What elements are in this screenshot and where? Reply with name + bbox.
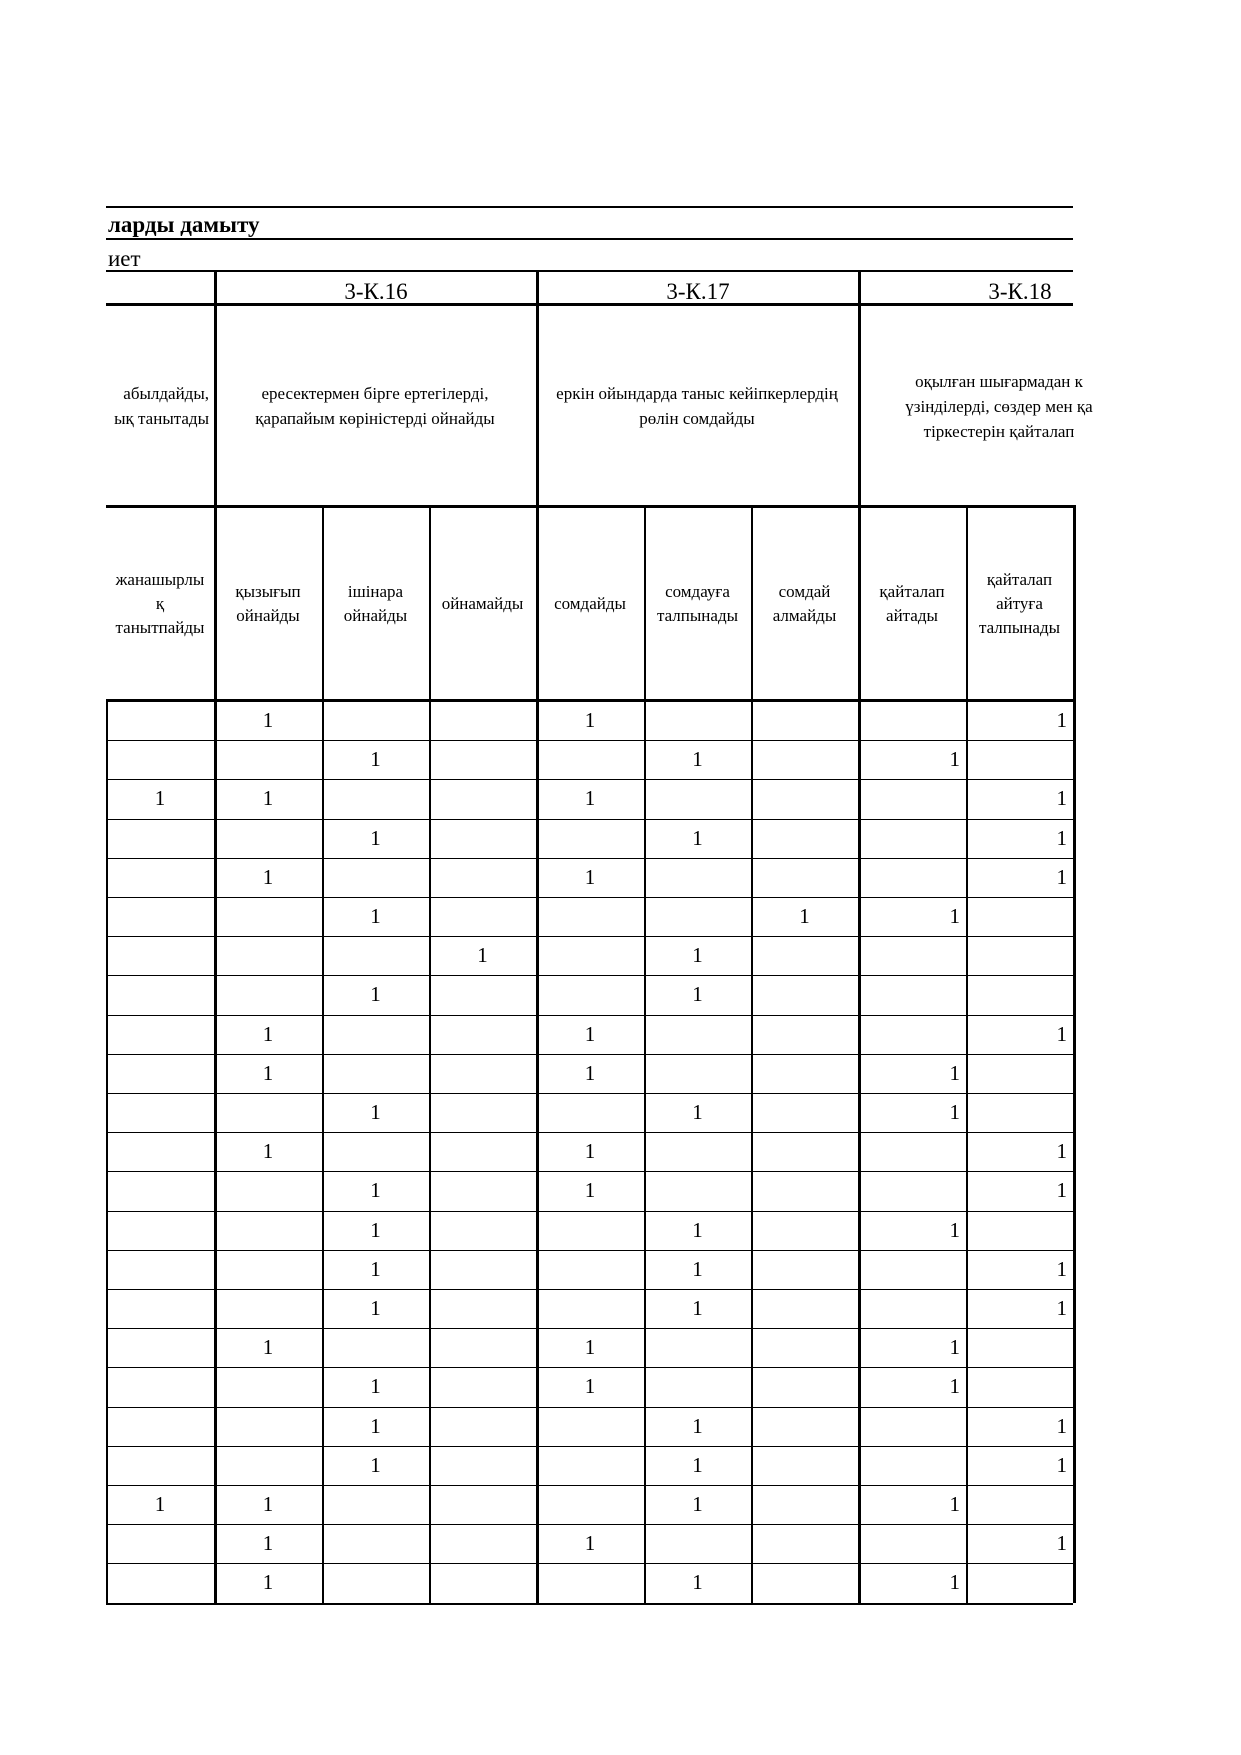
table-cell xyxy=(860,975,960,1014)
table-cell xyxy=(538,740,642,779)
table-cell xyxy=(646,779,749,818)
table-cell xyxy=(108,858,212,897)
table-cell xyxy=(860,1250,960,1289)
table-cell xyxy=(538,1407,642,1446)
table-cell xyxy=(431,1054,534,1093)
table-cell xyxy=(646,1328,749,1367)
table-cell: 1 xyxy=(692,943,703,968)
table-cell xyxy=(538,1563,642,1602)
table-cell: 1 xyxy=(584,1178,596,1203)
table-cell xyxy=(431,701,534,740)
table-cell xyxy=(968,740,1067,779)
table-cell: 1 xyxy=(1056,786,1067,811)
table-cell xyxy=(538,897,642,936)
table-cell: 1 xyxy=(262,1139,274,1164)
table-cell xyxy=(753,858,856,897)
grid-hline xyxy=(106,270,1073,272)
table-cell: 1 xyxy=(692,1256,703,1281)
level-label: сомдайды xyxy=(554,594,626,613)
table-cell xyxy=(860,936,960,975)
table-cell: 1 xyxy=(1056,1413,1067,1438)
table-cell xyxy=(431,1015,534,1054)
table-cell: 1 xyxy=(262,1060,274,1085)
table-cell xyxy=(753,1132,856,1171)
grid-hline xyxy=(106,1603,1073,1605)
table-cell xyxy=(968,1367,1067,1406)
table-cell xyxy=(216,936,320,975)
table-cell xyxy=(968,897,1067,936)
table-cell: 1 xyxy=(154,786,166,811)
table-cell: 1 xyxy=(370,982,381,1007)
table-cell xyxy=(108,701,212,740)
table-cell xyxy=(431,740,534,779)
table-cell xyxy=(108,1407,212,1446)
table-cell xyxy=(431,1328,534,1367)
table-cell xyxy=(860,1446,960,1485)
grid-vline xyxy=(1073,505,1076,1603)
table-cell xyxy=(324,701,427,740)
table-cell xyxy=(646,1171,749,1210)
table-cell xyxy=(538,1289,642,1328)
table-cell: 1 xyxy=(262,708,274,732)
level-label: қайталап айтуға талпынады xyxy=(978,570,1061,637)
table-cell xyxy=(216,975,320,1014)
table-cell xyxy=(108,1015,212,1054)
table-cell xyxy=(108,1054,212,1093)
table-cell xyxy=(538,1250,642,1289)
table-cell: 1 xyxy=(692,1570,703,1595)
table-cell: 1 xyxy=(262,1531,274,1556)
table-cell xyxy=(860,779,960,818)
table-cell xyxy=(108,1211,212,1250)
table-cell: 1 xyxy=(584,786,596,811)
level-label: ішінара ойнайды xyxy=(343,582,408,625)
table-cell xyxy=(860,701,960,740)
table-cell xyxy=(860,1132,960,1171)
table-cell xyxy=(108,1563,212,1602)
table-cell: 1 xyxy=(1056,825,1067,850)
table-cell xyxy=(968,1054,1067,1093)
level-label: жанашырлы қ танытпайды xyxy=(115,570,205,637)
grid-hline xyxy=(106,238,1073,240)
table-cell: 1 xyxy=(1056,1452,1067,1477)
table-cell xyxy=(753,1093,856,1132)
table-cell xyxy=(968,1211,1067,1250)
table-cell xyxy=(968,936,1067,975)
table-cell xyxy=(968,1485,1067,1524)
table-cell xyxy=(108,1328,212,1367)
table-cell xyxy=(431,1250,534,1289)
table-cell xyxy=(646,858,749,897)
table-cell xyxy=(216,1367,320,1406)
table-cell: 1 xyxy=(1056,708,1067,732)
table-cell: 1 xyxy=(370,825,381,850)
table-cell xyxy=(431,1367,534,1406)
table-cell: 1 xyxy=(584,1531,596,1556)
table-cell xyxy=(216,1171,320,1210)
table-cell: 1 xyxy=(692,1100,703,1124)
table-cell xyxy=(431,1289,534,1328)
table-cell xyxy=(753,1563,856,1602)
level-label: қайталап айтады xyxy=(879,582,945,625)
table-cell xyxy=(216,1093,320,1132)
table-cell xyxy=(431,1446,534,1485)
table-cell xyxy=(324,858,427,897)
table-cell xyxy=(324,1132,427,1171)
table-cell xyxy=(324,1328,427,1367)
group-code-3-k-17: 3-К.17 xyxy=(666,279,730,304)
table-cell xyxy=(753,975,856,1014)
table-cell: 1 xyxy=(370,1413,381,1438)
table-cell: 1 xyxy=(949,1335,960,1360)
table-cell xyxy=(646,897,749,936)
table-cell: 1 xyxy=(584,1335,596,1360)
table-cell xyxy=(108,936,212,975)
table-cell xyxy=(753,1054,856,1093)
table-cell: 1 xyxy=(949,1100,960,1124)
table-cell xyxy=(324,1563,427,1602)
table-cell: 1 xyxy=(584,1021,596,1046)
table-cell xyxy=(108,1524,212,1563)
table-cell: 1 xyxy=(584,864,596,889)
table-cell xyxy=(860,1289,960,1328)
table-cell: 1 xyxy=(692,1413,703,1438)
table-cell xyxy=(753,1211,856,1250)
table-cell xyxy=(216,897,320,936)
table-cell xyxy=(108,1446,212,1485)
table-cell: 1 xyxy=(370,1217,381,1242)
table-cell xyxy=(860,1015,960,1054)
table-cell xyxy=(646,1054,749,1093)
table-cell xyxy=(431,975,534,1014)
table-cell xyxy=(860,1407,960,1446)
level-label: ойнамайды xyxy=(441,594,524,613)
table-cell: 1 xyxy=(477,943,488,968)
table-cell: 1 xyxy=(1056,1178,1067,1203)
table-cell: 1 xyxy=(370,1374,381,1399)
table-cell: 1 xyxy=(370,1296,381,1320)
table-cell: 1 xyxy=(799,904,810,928)
table-cell: 1 xyxy=(584,1139,596,1164)
table-cell: 1 xyxy=(584,1060,596,1085)
table-cell xyxy=(860,819,960,858)
table-cell xyxy=(431,1407,534,1446)
table-cell: 1 xyxy=(949,904,960,928)
table-cell: 1 xyxy=(262,786,274,811)
table-cell xyxy=(431,1485,534,1524)
group-code-3-k-16: 3-К.16 xyxy=(344,279,408,304)
table-cell: 1 xyxy=(692,825,703,850)
table-cell xyxy=(646,1015,749,1054)
table-cell: 1 xyxy=(949,1492,960,1516)
group-description-prev: абылдайды, ық танытады xyxy=(114,384,209,428)
table-cell xyxy=(646,1132,749,1171)
table-cell xyxy=(108,1289,212,1328)
table-cell xyxy=(753,1250,856,1289)
table-cell xyxy=(753,1015,856,1054)
table-cell xyxy=(753,1407,856,1446)
table-cell xyxy=(860,1171,960,1210)
table-cell xyxy=(646,1524,749,1563)
table-cell xyxy=(431,1171,534,1210)
table-cell xyxy=(538,1211,642,1250)
group-description-3-k-17: еркін ойындарда таныс кейіпкерлердің рөлін сомдайды xyxy=(556,384,838,428)
table-cell: 1 xyxy=(949,1570,960,1595)
table-cell xyxy=(324,1524,427,1563)
table-cell: 1 xyxy=(692,1217,703,1242)
table-cell: 1 xyxy=(949,1060,960,1085)
table-cell xyxy=(538,1446,642,1485)
table-cell xyxy=(431,779,534,818)
table-cell xyxy=(968,1093,1067,1132)
table-cell: 1 xyxy=(584,1374,596,1399)
table-cell xyxy=(431,1211,534,1250)
table-cell: 1 xyxy=(692,1492,703,1516)
table-cell xyxy=(753,1485,856,1524)
table-cell xyxy=(108,897,212,936)
table-cell: 1 xyxy=(370,1100,381,1124)
table-cell xyxy=(431,819,534,858)
table-cell xyxy=(646,701,749,740)
table-cell: 1 xyxy=(262,1021,274,1046)
table-cell xyxy=(108,1093,212,1132)
table-cell: 1 xyxy=(692,1452,703,1477)
table-cell xyxy=(753,1328,856,1367)
table-cell xyxy=(538,1093,642,1132)
table-cell xyxy=(538,819,642,858)
table-cell: 1 xyxy=(1056,1139,1067,1164)
table-cell xyxy=(108,1250,212,1289)
table-cell: 1 xyxy=(262,1570,274,1595)
table-cell: 1 xyxy=(1056,864,1067,889)
table-cell xyxy=(216,1211,320,1250)
level-label: сомдауға талпынады xyxy=(656,582,739,625)
table-cell xyxy=(753,1367,856,1406)
table-cell xyxy=(108,1171,212,1210)
table-cell xyxy=(216,1250,320,1289)
table-cell xyxy=(108,740,212,779)
table-cell xyxy=(860,1524,960,1563)
grid-hline xyxy=(106,206,1073,208)
table-cell xyxy=(753,701,856,740)
table-cell xyxy=(216,1407,320,1446)
table-cell xyxy=(968,975,1067,1014)
table-cell: 1 xyxy=(584,708,596,732)
table-cell xyxy=(431,1524,534,1563)
table-cell xyxy=(216,740,320,779)
table-cell xyxy=(431,897,534,936)
table-cell xyxy=(324,779,427,818)
group-description-3-k-16: ересектермен бірге ертегілерді, қарапайым көріністерді ойнайды xyxy=(255,384,495,428)
table-cell xyxy=(753,1171,856,1210)
table-cell: 1 xyxy=(1056,1296,1067,1320)
table-cell xyxy=(968,1563,1067,1602)
table-cell: 1 xyxy=(262,1492,274,1516)
table-cell: 1 xyxy=(370,1178,381,1203)
table-cell xyxy=(753,1289,856,1328)
table-cell: 1 xyxy=(370,1452,381,1477)
table-cell xyxy=(968,1328,1067,1367)
table-cell: 1 xyxy=(154,1492,166,1516)
table-cell: 1 xyxy=(370,747,381,772)
table-cell: 1 xyxy=(370,904,381,928)
table-cell: 1 xyxy=(692,982,703,1007)
group-description-3-k-18 xyxy=(859,306,1241,506)
table-cell xyxy=(108,1367,212,1406)
table-cell: 1 xyxy=(262,864,274,889)
table-cell xyxy=(538,936,642,975)
group-description-3-k-18-text: оқылған шығармадан к үзінділерді, сөздер мен қа тіркестерін қайталап xyxy=(905,371,1093,441)
table-cell: 1 xyxy=(949,1374,960,1399)
table-cell xyxy=(324,1485,427,1524)
table-cell: 1 xyxy=(1056,1531,1067,1556)
section-subtitle: иет xyxy=(108,246,141,271)
level-label: сомдай алмайды xyxy=(772,582,837,625)
table-cell xyxy=(431,1132,534,1171)
table-cell xyxy=(753,779,856,818)
table-cell xyxy=(216,1289,320,1328)
table-cell xyxy=(753,1524,856,1563)
table-cell xyxy=(646,1367,749,1406)
level-label: қызығып ойнайды xyxy=(235,582,301,625)
table-cell: 1 xyxy=(262,1335,274,1360)
table-cell xyxy=(431,1563,534,1602)
table-cell xyxy=(324,936,427,975)
table-cell xyxy=(324,1054,427,1093)
table-cell xyxy=(753,819,856,858)
section-title: ларды дамыту xyxy=(108,212,260,237)
table-cell xyxy=(538,1485,642,1524)
table-cell xyxy=(324,1015,427,1054)
table-cell: 1 xyxy=(370,1256,381,1281)
table-cell: 1 xyxy=(1056,1256,1067,1281)
table-cell xyxy=(753,1446,856,1485)
table-cell xyxy=(753,936,856,975)
table-cell xyxy=(860,858,960,897)
table-cell xyxy=(431,1093,534,1132)
group-code-3-k-18: 3-К.18 xyxy=(988,279,1052,304)
table-cell xyxy=(108,975,212,1014)
table-cell xyxy=(216,819,320,858)
table-cell xyxy=(431,858,534,897)
table-cell xyxy=(538,975,642,1014)
table-cell xyxy=(753,740,856,779)
table-cell xyxy=(108,819,212,858)
table-cell: 1 xyxy=(1056,1021,1067,1046)
table-cell xyxy=(108,1132,212,1171)
table-cell xyxy=(216,1446,320,1485)
table-cell: 1 xyxy=(692,747,703,772)
table-cell: 1 xyxy=(949,1217,960,1242)
table-cell: 1 xyxy=(949,747,960,772)
table-cell: 1 xyxy=(692,1296,703,1320)
